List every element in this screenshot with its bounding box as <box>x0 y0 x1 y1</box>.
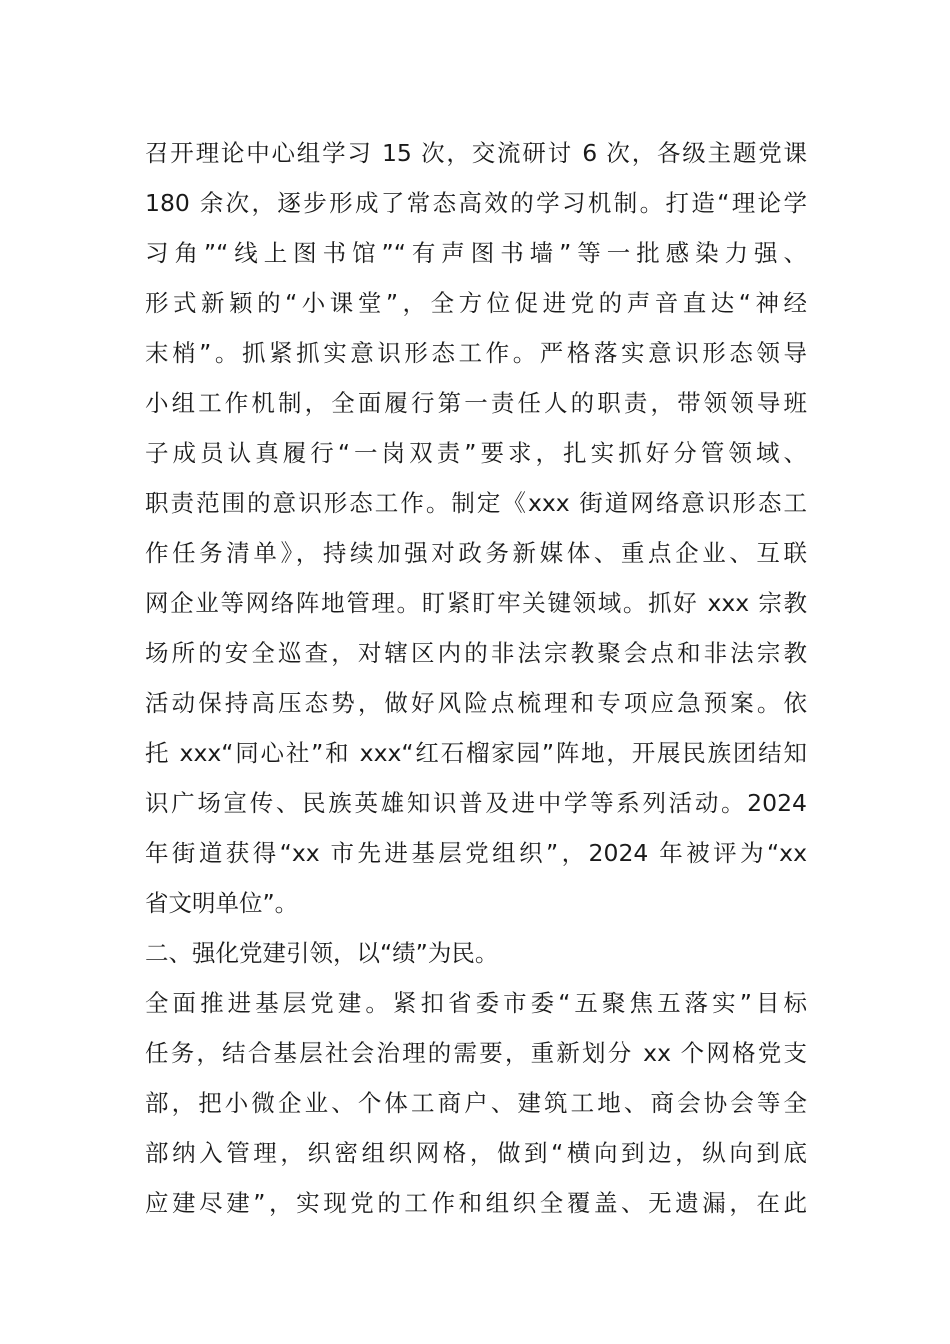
text-line: 应建尽建”，实现党的工作和组织全覆盖、无遗漏，在此 <box>145 1189 807 1217</box>
text-line: 场所的安全巡查，对辖区内的非法宗教聚会点和非法宗教 <box>145 639 807 667</box>
text-line: 作任务清单》，持续加强对政务新媒体、重点企业、互联 <box>145 539 807 567</box>
text-line: 职责范围的意识形态工作。制定《xxx 街道网络意识形态工 <box>145 489 807 517</box>
text-line: 识广场宣传、民族英雄知识普及进中学等系列活动。2024 <box>145 789 807 817</box>
text-line: 180 余次，逐步形成了常态高效的学习机制。打造“理论学 <box>145 189 807 217</box>
text-line: 任务，结合基层社会治理的需要，重新划分 xx 个网格党支 <box>145 1039 807 1067</box>
text-line: 部纳入管理，织密组织网格，做到“横向到边，纵向到底 <box>145 1139 807 1167</box>
section-heading: 二、强化党建引领，以“绩”为民。 <box>145 939 499 967</box>
text-line: 末梢”。抓紧抓实意识形态工作。严格落实意识形态领导 <box>145 339 807 367</box>
text-line: 小组工作机制，全面履行第一责任人的职责，带领领导班 <box>145 389 807 417</box>
text-line: 省文明单位”。 <box>145 889 299 917</box>
text-line: 网企业等网络阵地管理。盯紧盯牢关键领域。抓好 xxx 宗教 <box>145 589 807 617</box>
text-line: 习角”“线上图书馆”“有声图书墙”等一批感染力强、 <box>145 239 807 267</box>
text-line: 子成员认真履行“一岗双责”要求，扎实抓好分管领域、 <box>145 439 807 467</box>
text-line: 部，把小微企业、个体工商户、建筑工地、商会协会等全 <box>145 1089 807 1117</box>
document-body <box>145 128 807 1228</box>
text-line: 形式新颖的“小课堂”，全方位促进党的声音直达“神经 <box>145 289 807 317</box>
text-line: 召开理论中心组学习 15 次，交流研讨 6 次，各级主题党课 <box>145 139 807 167</box>
text-line: 托 xxx“同心社”和 xxx“红石榴家园”阵地，开展民族团结知 <box>145 739 807 767</box>
text-line: 全面推进基层党建。紧扣省委市委“五聚焦五落实”目标 <box>145 989 807 1017</box>
text-line: 活动保持高压态势，做好风险点梳理和专项应急预案。依 <box>145 689 807 717</box>
text-line: 年街道获得“xx 市先进基层党组织”，2024 年被评为“xx <box>145 839 807 867</box>
